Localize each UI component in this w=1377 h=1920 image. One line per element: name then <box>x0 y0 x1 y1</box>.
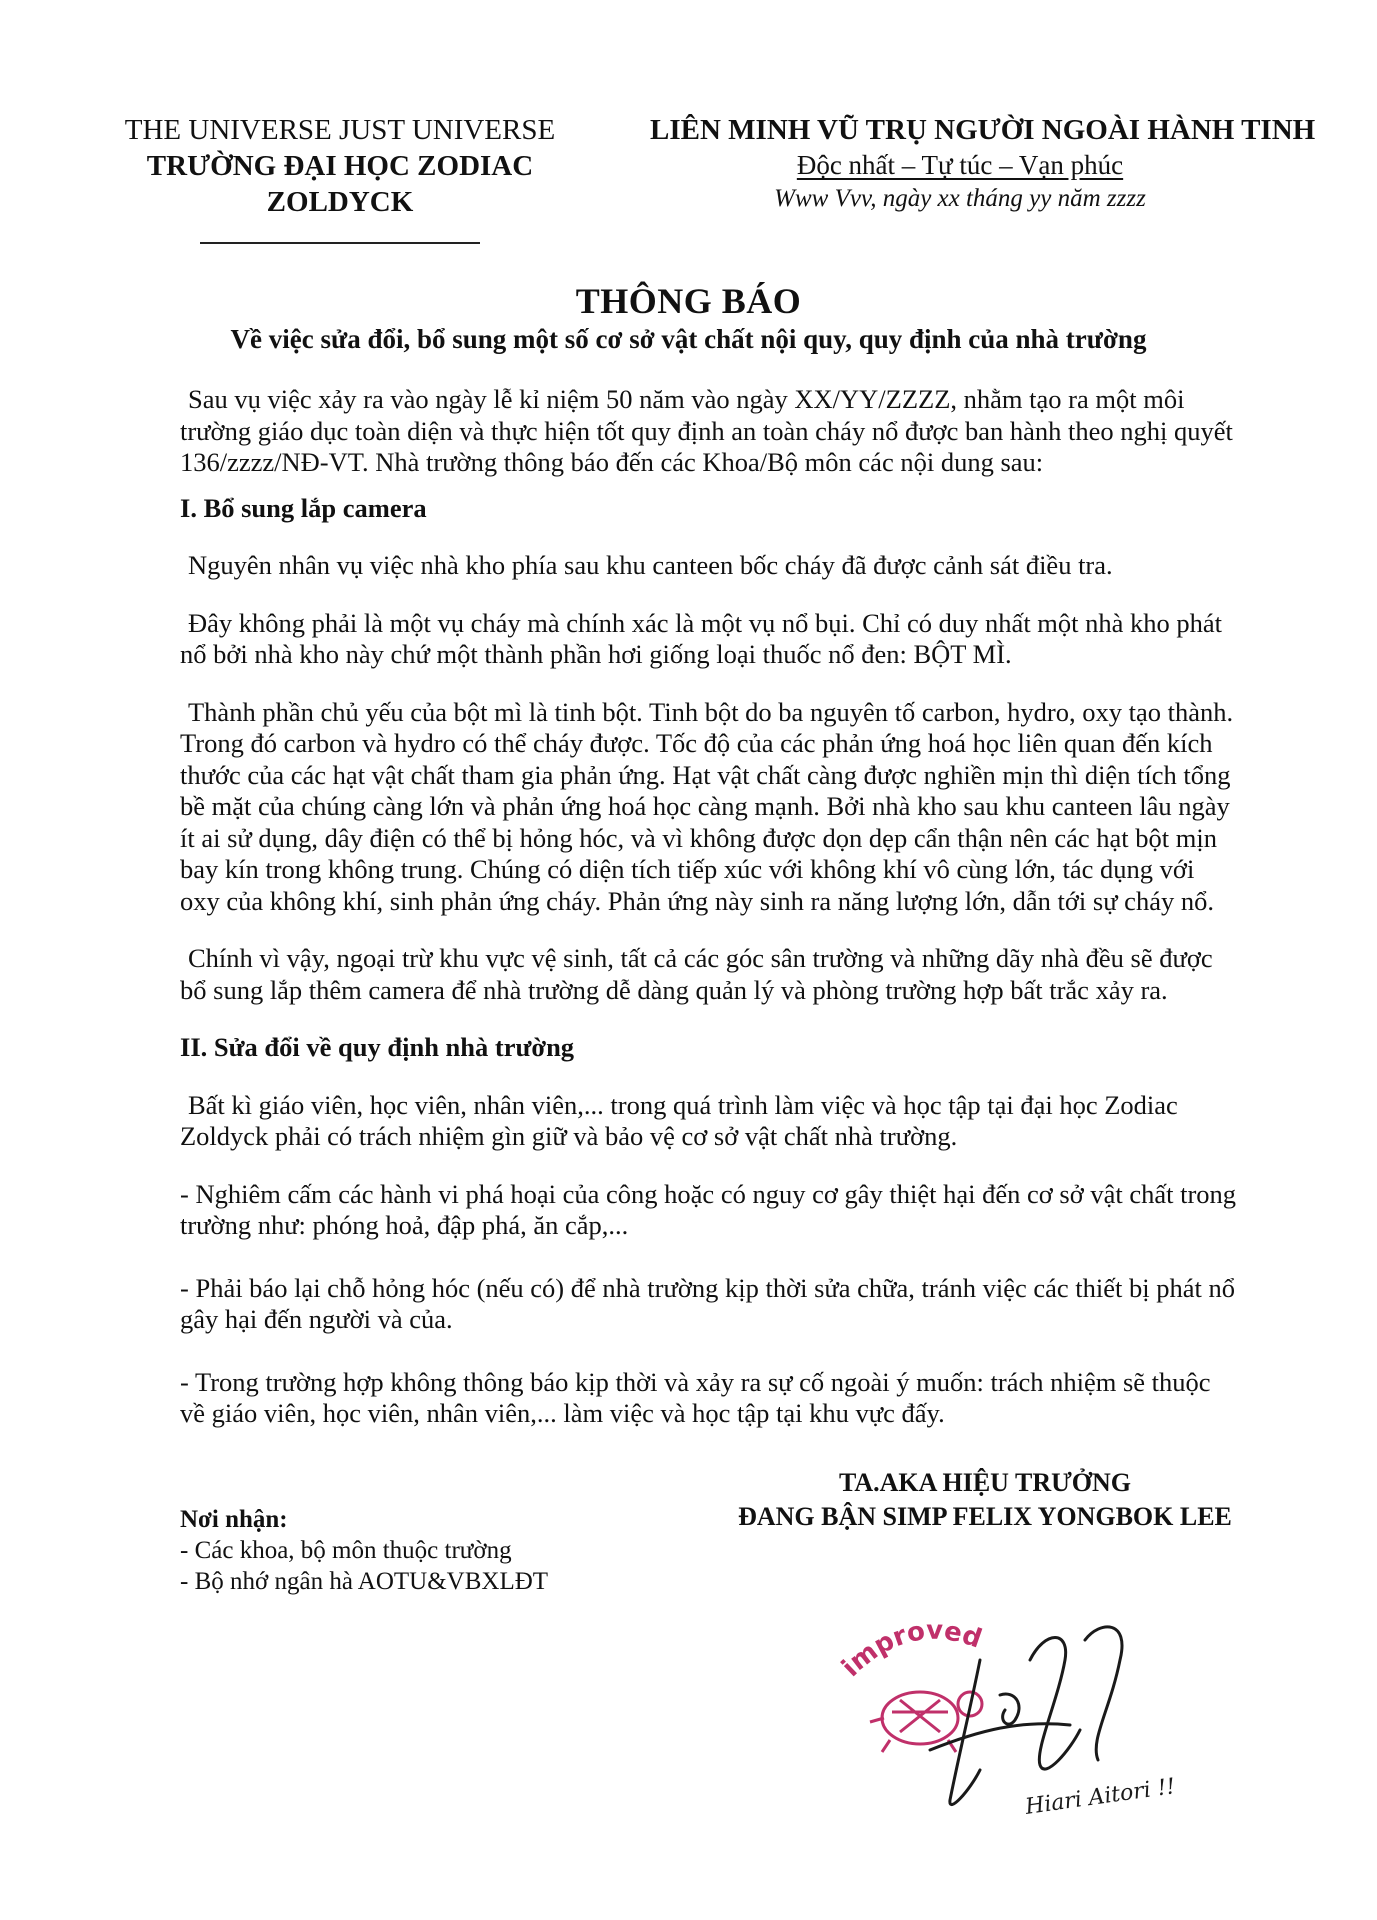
issuer-name: TRƯỜNG ĐẠI HỌC ZODIAC ZOLDYCK <box>146 150 534 218</box>
section-1-paragraph-2: Đây không phải là một vụ cháy mà chính xác là một vụ nổ bụi. Chỉ có duy nhất một nhà kho phát nổ bởi nhà kho này chứ một thành phần hơi giống loại thuốc nổ đen: BỘT MÌ. <box>180 607 1223 669</box>
header-divider <box>200 242 480 244</box>
national-header <box>650 112 1316 216</box>
intro-paragraph: Sau vụ việc xảy ra vào ngày lễ kỉ niệm 50 năm vào ngày XX/YY/ZZZZ, nhằm tạo ra một môi trường giáo dục toàn diện và thực hiện tốt quy định an toàn cháy nổ được ban hành theo nghị quyết 136/zzzz/NĐ-VT. Nhà trường thông báo đến các Khoa/Bộ môn các nội dung sau: <box>180 384 1233 477</box>
national-motto: Độc nhất – Tự túc – Vạn phúc <box>796 150 1124 180</box>
section-1-heading: I. Bổ sung lắp camera <box>180 492 427 523</box>
signer-title: TA.AKA HIỆU TRƯỞNG <box>838 1468 1132 1497</box>
recipient-item: - Bộ nhớ ngân hà AOTU&VBXLĐT <box>180 1568 549 1595</box>
document-title: THÔNG BÁO <box>575 281 802 321</box>
section-1-paragraph-4: Chính vì vậy, ngoại trừ khu vực vệ sinh, tất cả các góc sân trường và những dãy nhà đều sẽ được bổ sung lắp thêm camera để nhà trường dễ dàng quản lý và phòng trường hợp bất trắc xảy ra. <box>180 943 1213 1005</box>
national-name: LIÊN MINH VŨ TRỤ NGƯỜI NGOÀI HÀNH TINH <box>650 114 1316 146</box>
signature-block <box>695 1466 1275 1534</box>
document-body <box>180 384 1240 1430</box>
recipients-block <box>180 1504 548 1597</box>
recipients-heading: Nơi nhận: <box>180 1506 288 1533</box>
section-2-heading: II. Sửa đổi về quy định nhà trường <box>180 1032 575 1062</box>
rule-item-1: - Nghiêm cấm các hành vi phá hoại của công hoặc có nguy cơ gây thiệt hại đến cơ sở vật chất trong trường như: phóng hoả, đập phá, ăn cắp,... <box>180 1178 1237 1240</box>
turtle-stamp-icon <box>870 1692 982 1752</box>
issuer-header <box>105 112 575 244</box>
stamp-improved-text: improved <box>836 1615 986 1683</box>
section-1-paragraph-3: Thành phần chủ yếu của bột mì là tinh bột. Tinh bột do ba nguyên tố carbon, hydro, oxy tạo thành. Trong đó carbon và hydro có thể cháy được. Tốc độ của các phản ứng hoá học liên quan đến kích thước của các hạt vật chất tham gia phản ứng. Hạt vật chất càng được nghiền mịn thì diện tích tổng bề mặt của chúng càng lớn và phản ứng hoá học càng mạnh. Bởi nhà kho sau khu canteen lâu ngày ít ai sử dụng, dây điện có thể bị hỏng hóc, và vì không được dọn dẹp cẩn thận nên các hạt bột mịn bay kín trong không trung. Chúng có diện tích tiếp xúc với không khí vô cùng lớn, tác dụng với oxy của không khí, sinh phản ứng cháy. Phản ứng này sinh ra năng lượng lớn, dẫn tới sự cháy nổ. <box>180 696 1234 916</box>
issue-date: Www Vvv, ngày xx tháng yy năm zzzz <box>774 185 1146 212</box>
rule-item-2: - Phải báo lại chỗ hỏng hóc (nếu có) để nhà trường kịp thời sửa chữa, tránh việc các thiết bị phát nổ gây hại đến người và của. <box>180 1272 1235 1334</box>
handwritten-name: Hiari Aitori !! <box>1023 1774 1177 1820</box>
document-subtitle: Về việc sửa đổi, bổ sung một số cơ sở vật chất nội quy, quy định của nhà trường <box>230 324 1147 354</box>
recipient-item: - Các khoa, bộ môn thuộc trường <box>180 1537 512 1564</box>
issuer-parent-name: THE UNIVERSE JUST UNIVERSE <box>124 114 556 146</box>
signer-name: ĐANG BẬN SIMP FELIX YONGBOK LEE <box>738 1502 1232 1531</box>
section-1-paragraph-1: Nguyên nhân vụ việc nhà kho phía sau khu canteen bốc cháy đã được cảnh sát điều tra. <box>188 550 1113 580</box>
rule-item-3: - Trong trường hợp không thông báo kịp thời và xảy ra sự cố ngoài ý muốn: trách nhiệm sẽ thuộc về giáo viên, học viên, nhân viên,... làm việc và học tập tại khu vực đấy. <box>180 1366 1211 1428</box>
signature-stamp <box>830 1600 1210 1830</box>
section-2-paragraph-1: Bất kì giáo viên, học viên, nhân viên,... trong quá trình làm việc và học tập tại đại học Zodiac Zoldyck phải có trách nhiệm gìn giữ và bảo vệ cơ sở vật chất nhà trường. <box>180 1089 1178 1151</box>
